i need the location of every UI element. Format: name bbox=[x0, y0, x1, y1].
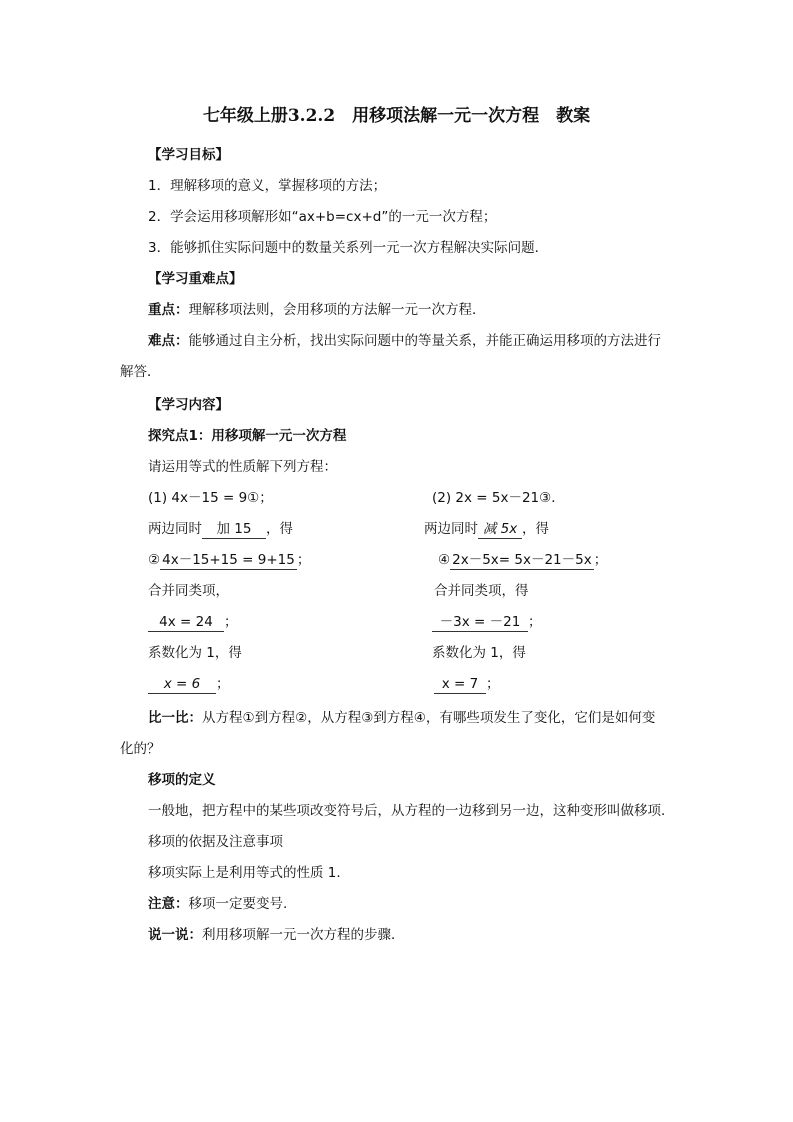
difficulty-point bbox=[148, 332, 661, 350]
compare-label: 比一比： bbox=[148, 710, 202, 726]
left-step-1-blank: 加 15 bbox=[202, 521, 266, 539]
left-step-2-blank: 4x－15+15 = 9+15 bbox=[162, 552, 295, 568]
left-step-1-suffix: ，得 bbox=[266, 521, 293, 537]
left-coef: 系数化为 1，得 bbox=[148, 645, 242, 661]
right-step-1 bbox=[424, 520, 549, 539]
explore-intro: 请运用等式的性质解下列方程： bbox=[148, 459, 337, 475]
right-step-2-prefix: ④ bbox=[438, 552, 451, 568]
objective-item-2: 2．学会运用移项解形如“ax+b=cx+d”的一元一次方程； bbox=[148, 209, 497, 225]
basis-text: 移项实际上是利用等式的性质 1. bbox=[148, 865, 341, 881]
left-step-1 bbox=[148, 520, 293, 539]
right-step-2 bbox=[438, 551, 607, 570]
compare-text: 从方程①到方程②，从方程③到方程④，有哪些项发生了变化，它们是如何变 bbox=[202, 710, 656, 726]
compare-line bbox=[148, 709, 655, 727]
basis-title: 移项的依据及注意事项 bbox=[148, 834, 283, 850]
say-label: 说一说： bbox=[148, 927, 202, 943]
note-line bbox=[148, 895, 287, 913]
key-point-text: 理解移项法则，会用移项的方法解一元一次方程． bbox=[188, 302, 486, 318]
objective-item-3: 3．能够抓住实际问题中的数量关系列一元一次方程解决实际问题． bbox=[148, 240, 549, 256]
keypoints-header: 【学习重难点】 bbox=[148, 271, 243, 287]
right-step-1-suffix: ，得 bbox=[522, 521, 549, 537]
left-step-2-suffix: ； bbox=[296, 552, 311, 568]
equation-1: (1) 4x－15 = 9①； bbox=[148, 490, 273, 506]
left-step-2 bbox=[148, 551, 310, 570]
right-result-1-blank: －3x = －21 bbox=[432, 614, 528, 632]
say-line bbox=[148, 926, 405, 944]
right-step-2-suffix: ； bbox=[593, 552, 608, 568]
right-result-1 bbox=[432, 613, 542, 632]
left-result-1-blank: 4x = 24 bbox=[148, 614, 224, 632]
right-combine: 合并同类项，得 bbox=[434, 583, 529, 599]
difficulty-label: 难点： bbox=[148, 333, 189, 349]
objective-item-1: 1．理解移项的意义，掌握移项的方法； bbox=[148, 178, 387, 194]
right-step-1-prefix: 两边同时 bbox=[424, 521, 478, 537]
left-step-1-prefix: 两边同时 bbox=[148, 521, 202, 537]
left-result-1-suffix: ； bbox=[224, 614, 238, 630]
key-point bbox=[148, 301, 486, 319]
page-title: 七年级上册3.2.2 用移项法解一元一次方程 教案 bbox=[202, 106, 591, 126]
right-result-2-suffix: ； bbox=[486, 676, 500, 692]
objectives-header: 【学习目标】 bbox=[148, 147, 229, 163]
right-step-1-blank: 减 5x bbox=[478, 521, 522, 539]
left-result-2-suffix: ； bbox=[216, 676, 230, 692]
difficulty-text: 能够通过自主分析，找出实际问题中的等量关系，并能正确运用移项的方法进行 bbox=[188, 333, 661, 349]
left-combine: 合并同类项， bbox=[148, 583, 229, 599]
note-label: 注意： bbox=[148, 896, 189, 912]
difficulty-text-continued: 解答． bbox=[120, 364, 161, 380]
right-coef: 系数化为 1，得 bbox=[432, 645, 526, 661]
right-step-2-blank: 2x－5x= 5x－21－5x bbox=[452, 552, 592, 568]
right-result-2-blank: x = 7 bbox=[434, 676, 486, 694]
note-text: 移项一定要变号. bbox=[188, 896, 288, 912]
compare-text-continued: 化的？ bbox=[120, 741, 161, 757]
left-step-2-prefix: ② bbox=[148, 552, 161, 568]
right-result-2 bbox=[434, 675, 500, 694]
explore-title: 探究点1：用移项解一元一次方程 bbox=[148, 428, 347, 444]
definition-text: 一般地，把方程中的某些项改变符号后，从方程的一边移到另一边，这种变形叫做移项. bbox=[148, 803, 666, 819]
equation-2: (2) 2x = 5x－21③． bbox=[432, 490, 565, 506]
say-text: 利用移项解一元一次方程的步骤． bbox=[202, 927, 405, 943]
left-result-1 bbox=[148, 613, 238, 632]
left-result-2-blank: x = 6 bbox=[148, 676, 216, 694]
key-point-label: 重点： bbox=[148, 302, 189, 318]
left-result-2 bbox=[148, 675, 230, 694]
definition-title: 移项的定义 bbox=[148, 772, 216, 788]
right-result-1-suffix: ； bbox=[528, 614, 542, 630]
content-header: 【学习内容】 bbox=[148, 397, 229, 413]
